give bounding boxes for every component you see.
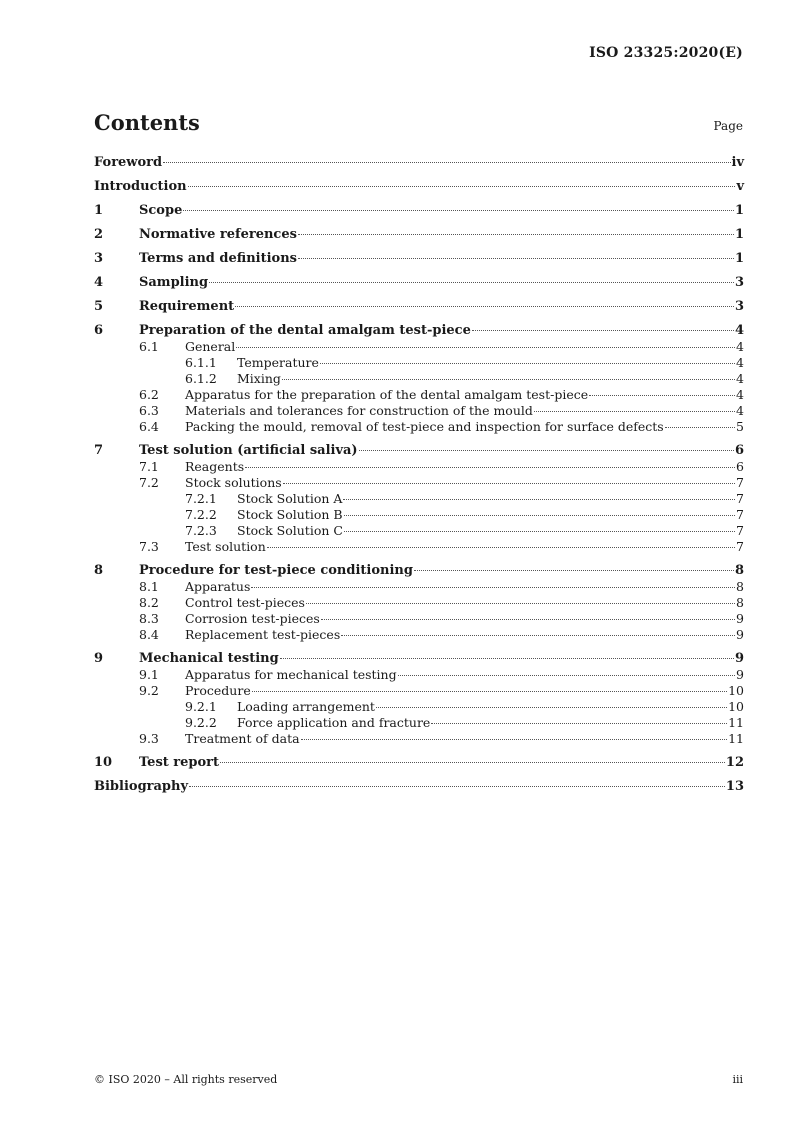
- page-column-label: Page: [713, 119, 743, 133]
- toc-entry[interactable]: [94, 178, 744, 195]
- toc-entry-number: 3: [94, 251, 104, 266]
- toc-entry-page: 6: [734, 443, 744, 458]
- toc-entry-page: 13: [725, 779, 744, 794]
- dot-leader: [320, 363, 735, 364]
- toc-entry-number: 10: [94, 755, 113, 770]
- toc-entry-page: 1: [734, 203, 744, 218]
- toc-entry-title: Mixing: [237, 371, 281, 386]
- toc-entry-page: 4: [734, 323, 744, 338]
- toc-entry-title: Mechanical testing: [139, 651, 279, 666]
- toc-entry-page: 8: [736, 579, 744, 594]
- toc-entry-title: Test solution: [185, 539, 266, 554]
- toc-entry-number: 7.2: [139, 475, 159, 490]
- toc-entry-page: 4: [736, 339, 744, 354]
- toc-entry-page: 4: [736, 403, 744, 418]
- toc-entry-page: 9: [734, 651, 744, 666]
- page-number: iii: [732, 1073, 743, 1086]
- toc-entry-number: 9.3: [139, 731, 159, 746]
- toc-entry-number: 6.1.1: [185, 355, 217, 370]
- toc-entry-page: 6: [736, 459, 744, 474]
- toc-entry-page: 11: [728, 715, 744, 730]
- toc-entry-title: Stock Solution B: [237, 507, 343, 522]
- toc-entry-title: Reagents: [185, 459, 245, 474]
- toc-entry-title: Apparatus: [185, 579, 251, 594]
- table-of-contents: [94, 154, 744, 795]
- toc-entry[interactable]: [94, 250, 744, 267]
- toc-entry-page: 4: [736, 371, 744, 386]
- toc-entry-page: 10: [728, 683, 744, 698]
- toc-entry-title: Loading arrangement: [237, 699, 375, 714]
- toc-entry-title: Foreword: [94, 155, 163, 170]
- title-row: [94, 110, 743, 135]
- dot-leader: [245, 467, 735, 468]
- toc-entry-page: 7: [736, 475, 744, 490]
- toc-entry[interactable]: [94, 322, 744, 339]
- toc-entry-number: 9.2.2: [185, 715, 217, 730]
- toc-entry[interactable]: [94, 298, 744, 315]
- dot-leader: [306, 603, 735, 604]
- toc-entry-number: 9: [94, 651, 104, 666]
- dot-leader: [341, 635, 735, 636]
- toc-entry-number: 6: [94, 323, 104, 338]
- toc-entry-number: 1: [94, 203, 104, 218]
- dot-leader: [252, 691, 727, 692]
- toc-entry[interactable]: [94, 387, 744, 403]
- toc-entry-number: 9.1: [139, 667, 159, 682]
- toc-entry-number: 7.2.3: [185, 523, 217, 538]
- toc-entry-number: 7.2.2: [185, 507, 217, 522]
- toc-entry-number: 6.3: [139, 403, 159, 418]
- toc-entry-title: Terms and definitions: [139, 251, 297, 266]
- toc-entry-title: Test report: [139, 755, 220, 770]
- toc-entry-page: 3: [734, 299, 744, 314]
- toc-entry-page: 12: [725, 755, 744, 770]
- toc-entry[interactable]: [94, 475, 744, 491]
- toc-entry-number: 7.3: [139, 539, 159, 554]
- toc-entry-title: Force application and fracture: [237, 715, 431, 730]
- dot-leader: [344, 531, 735, 532]
- toc-entry-title: Apparatus for the preparation of the dental amalgam test-piece: [185, 387, 589, 402]
- toc-entry-page: 4: [736, 355, 744, 370]
- toc-entry-title: Treatment of data: [185, 731, 300, 746]
- dot-leader: [298, 258, 734, 259]
- dot-leader: [267, 547, 735, 548]
- toc-entry-page: 9: [736, 611, 744, 626]
- toc-entry[interactable]: [94, 154, 744, 171]
- toc-entry-title: Stock Solution C: [237, 523, 343, 538]
- toc-entry-title: Requirement: [139, 299, 235, 314]
- dot-leader: [301, 739, 728, 740]
- toc-entry-number: 8.1: [139, 579, 159, 594]
- toc-entry-page: 7: [736, 523, 744, 538]
- toc-entry-title: Test solution (artificial saliva): [139, 443, 358, 458]
- dot-leader: [472, 330, 734, 331]
- dot-leader: [209, 282, 734, 283]
- toc-entry-page: 1: [734, 227, 744, 242]
- toc-entry[interactable]: [94, 491, 744, 507]
- toc-entry-title: General: [185, 339, 236, 354]
- toc-entry[interactable]: [94, 442, 744, 459]
- toc-entry-number: 9.2.1: [185, 699, 217, 714]
- toc-entry-number: 6.1.2: [185, 371, 217, 386]
- dot-leader: [183, 210, 734, 211]
- toc-entry[interactable]: [94, 339, 744, 355]
- toc-entry[interactable]: [94, 611, 744, 627]
- toc-entry-title: Corrosion test-pieces: [185, 611, 320, 626]
- toc-entry[interactable]: [94, 539, 744, 555]
- dot-leader: [414, 570, 734, 571]
- toc-entry[interactable]: [94, 459, 744, 475]
- dot-leader: [282, 379, 735, 380]
- dot-leader: [188, 186, 736, 187]
- toc-entry-page: iv: [731, 155, 744, 170]
- dot-leader: [189, 786, 725, 787]
- toc-entry[interactable]: [94, 778, 744, 795]
- toc-entry[interactable]: [94, 274, 744, 291]
- dot-leader: [321, 619, 735, 620]
- dot-leader: [431, 723, 727, 724]
- toc-entry-page: 10: [728, 699, 744, 714]
- toc-entry[interactable]: [94, 731, 744, 747]
- toc-entry[interactable]: [94, 523, 744, 539]
- toc-entry-title: Scope: [139, 203, 183, 218]
- toc-entry-number: 7.2.1: [185, 491, 217, 506]
- toc-entry-number: 8.4: [139, 627, 159, 642]
- toc-entry-page: 8: [734, 563, 744, 578]
- toc-entry-page: 8: [736, 595, 744, 610]
- toc-entry-title: Materials and tolerances for construction of the mould: [185, 403, 533, 418]
- toc-entry[interactable]: [94, 226, 744, 243]
- toc-entry-title: Bibliography: [94, 779, 189, 794]
- toc-entry-number: 6.2: [139, 387, 159, 402]
- toc-entry-title: Temperature: [237, 355, 319, 370]
- toc-entry[interactable]: [94, 595, 744, 611]
- toc-entry-number: 7: [94, 443, 104, 458]
- toc-entry-page: v: [736, 179, 744, 194]
- dot-leader: [236, 347, 735, 348]
- toc-entry-page: 7: [736, 507, 744, 522]
- toc-entry-page: 5: [736, 419, 744, 434]
- dot-leader: [163, 162, 730, 163]
- dot-leader: [344, 515, 735, 516]
- toc-entry-title: Stock solutions: [185, 475, 282, 490]
- toc-entry-page: 7: [736, 491, 744, 506]
- toc-entry[interactable]: [94, 202, 744, 219]
- toc-entry-title: Apparatus for mechanical testing: [185, 667, 397, 682]
- page-footer: [94, 1073, 743, 1086]
- dot-leader: [235, 306, 734, 307]
- toc-entry-title: Procedure for test-piece conditioning: [139, 563, 413, 578]
- toc-entry[interactable]: [94, 562, 744, 579]
- toc-entry-title: Normative references: [139, 227, 297, 242]
- toc-entry-number: 6.4: [139, 419, 159, 434]
- toc-entry-page: 4: [736, 387, 744, 402]
- dot-leader: [343, 499, 735, 500]
- toc-entry[interactable]: [94, 683, 744, 699]
- toc-entry[interactable]: [94, 403, 744, 419]
- toc-entry-number: 4: [94, 275, 104, 290]
- toc-entry[interactable]: [94, 419, 744, 435]
- toc-entry-title: Packing the mould, removal of test-piece and inspection for surface defects: [185, 419, 664, 434]
- toc-entry-number: 8: [94, 563, 104, 578]
- toc-entry-number: 2: [94, 227, 104, 242]
- toc-entry[interactable]: [94, 507, 744, 523]
- dot-leader: [376, 707, 727, 708]
- dot-leader: [534, 411, 735, 412]
- toc-entry-title: Control test-pieces: [185, 595, 305, 610]
- toc-entry-page: 9: [736, 627, 744, 642]
- toc-entry[interactable]: [94, 355, 744, 371]
- toc-entry[interactable]: [94, 650, 744, 667]
- toc-entry-page: 9: [736, 667, 744, 682]
- toc-entry-number: 7.1: [139, 459, 159, 474]
- toc-entry[interactable]: [94, 754, 744, 771]
- dot-leader: [283, 483, 735, 484]
- toc-entry-page: 1: [734, 251, 744, 266]
- dot-leader: [298, 234, 734, 235]
- copyright-notice: © ISO 2020 – All rights reserved: [94, 1073, 278, 1086]
- document-id: ISO 23325:2020(E): [589, 45, 743, 61]
- dot-leader: [665, 427, 735, 428]
- toc-entry-title: Sampling: [139, 275, 209, 290]
- toc-entry[interactable]: [94, 699, 744, 715]
- toc-entry-number: 8.2: [139, 595, 159, 610]
- dot-leader: [251, 587, 735, 588]
- toc-entry[interactable]: [94, 715, 744, 731]
- dot-leader: [589, 395, 735, 396]
- dot-leader: [220, 762, 725, 763]
- toc-entry-number: 5: [94, 299, 104, 314]
- toc-entry-page: 3: [734, 275, 744, 290]
- toc-entry[interactable]: [94, 371, 744, 387]
- toc-entry-number: 6.1: [139, 339, 159, 354]
- toc-entry-title: Introduction: [94, 179, 187, 194]
- toc-entry-title: Preparation of the dental amalgam test-piece: [139, 323, 471, 338]
- toc-entry-title: Stock Solution A: [237, 491, 343, 506]
- toc-entry-number: 9.2: [139, 683, 159, 698]
- toc-entry-page: 7: [736, 539, 744, 554]
- toc-entry-title: Procedure: [185, 683, 251, 698]
- toc-entry-number: 8.3: [139, 611, 159, 626]
- toc-entry[interactable]: [94, 667, 744, 683]
- dot-leader: [359, 450, 734, 451]
- toc-entry[interactable]: [94, 579, 744, 595]
- toc-entry-title: Replacement test-pieces: [185, 627, 341, 642]
- page-title: Contents: [94, 110, 200, 135]
- toc-entry[interactable]: [94, 627, 744, 643]
- dot-leader: [280, 658, 734, 659]
- dot-leader: [398, 675, 735, 676]
- toc-entry-page: 11: [728, 731, 744, 746]
